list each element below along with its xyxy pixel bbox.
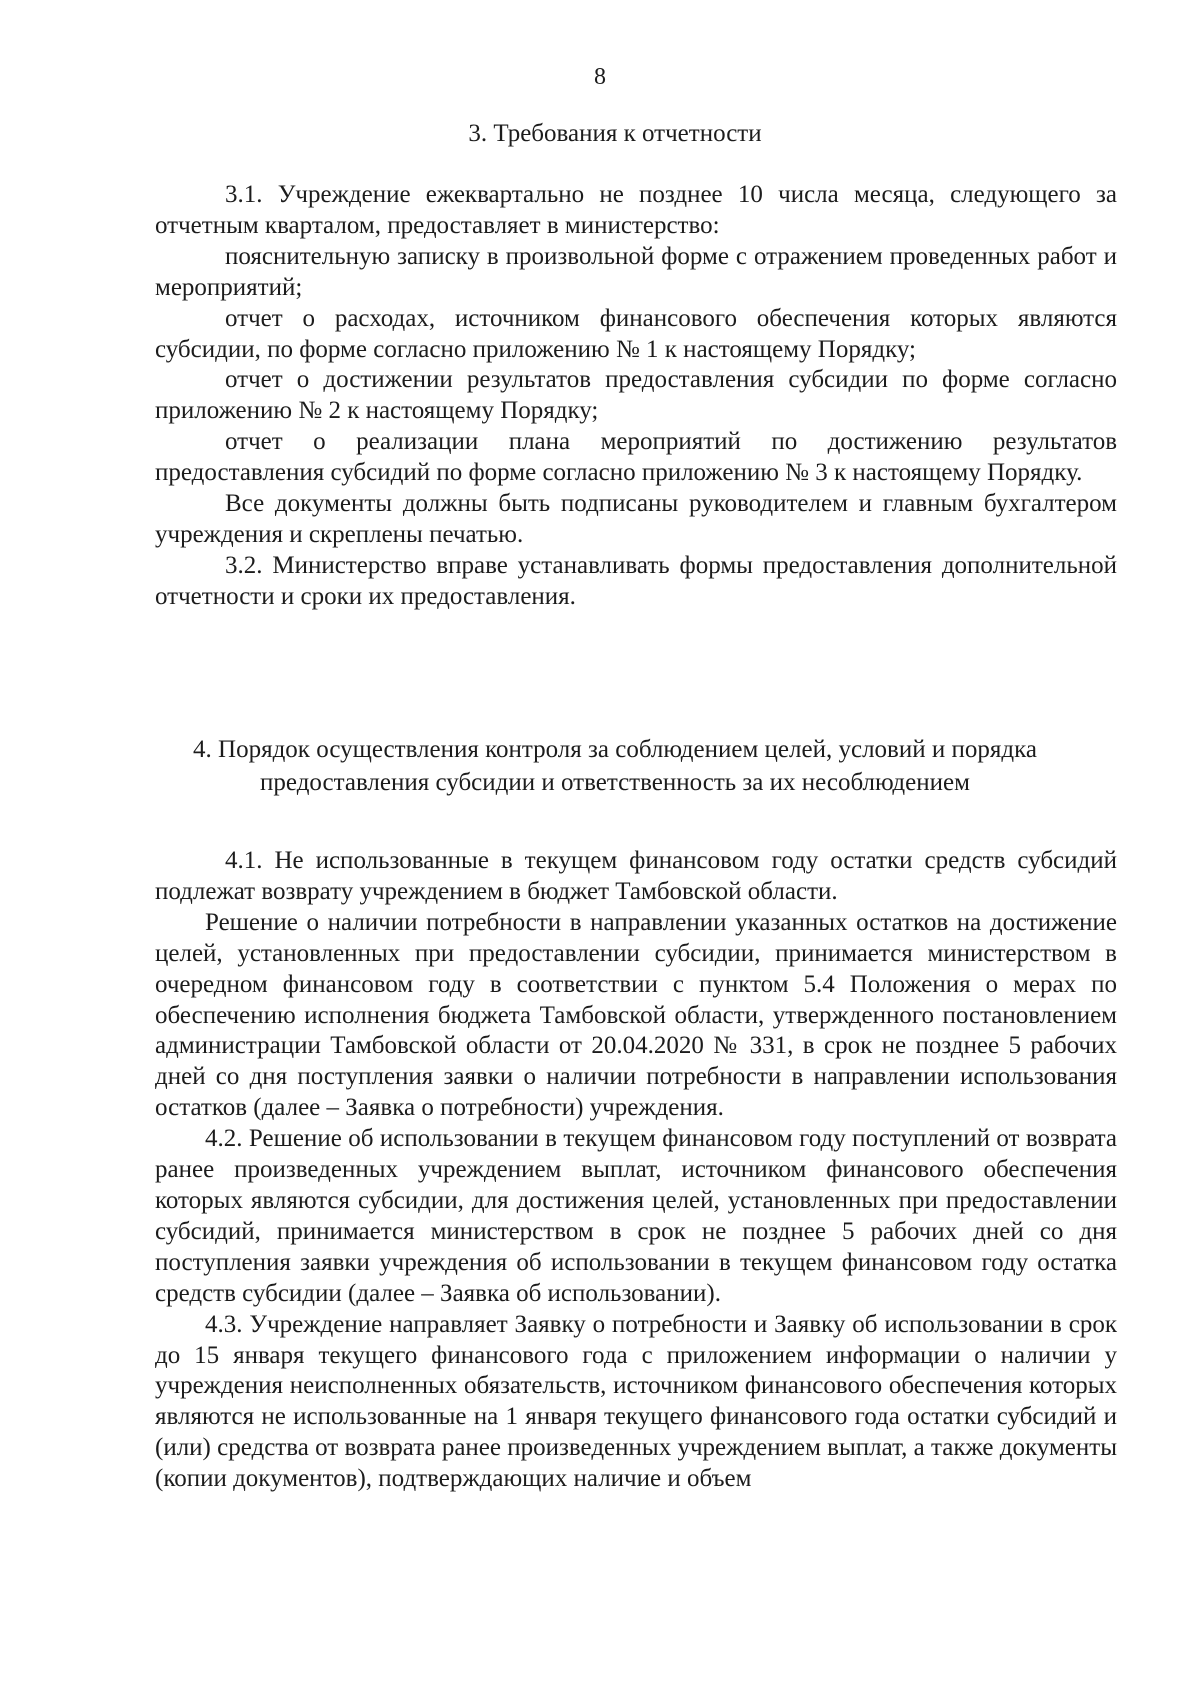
paragraph-plan-report: отчет о реализации плана мероприятий по достижению результатов предоставления субсидий по форме согласно приложению № 3 к настоящему Порядку. (155, 428, 1117, 487)
paragraph-signatures: Все документы должны быть подписаны руководителем и главным бухгалтером учреждения и скреплены печатью. (155, 490, 1117, 548)
paragraph-4-1: 4.1. Не использованные в текущем финансовом году остатки средств субсидий подлежат возврату учреждением в бюджет Тамбовской области. (155, 847, 1117, 905)
paragraph-4-2: 4.2. Решение об использовании в текущем финансовом году поступлений от возврата ранее произведенных учреждением выплат, источником финансового обеспечения которых являются субсидии, для достижения целей, установленных при предоставлении субсидий, принимается министерством в срок не позднее 5 рабочих дней со дня поступления заявки учреждения об использовании в текущем финансовом году остатка средств субсидии (далее – Заявка об использовании). (155, 1125, 1117, 1307)
section-3-body (155, 180, 1117, 613)
section-3-heading: 3. Требования к отчетности (468, 120, 762, 147)
paragraph-4-3: 4.3. Учреждение направляет Заявку о потребности и Заявку об использовании в срок до 15 января текущего финансового года с приложением информации о наличии у учреждения неисполненных обязательств, источником финансового обеспечения которых являются не использованные на 1 января текущего финансового года остатки субсидий и (или) средства от возврата ранее произведенных учреждением выплат, а также документы (копии документов), подтверждающих наличие и объем (155, 1310, 1117, 1493)
paragraph-3-1: 3.1. Учреждение ежеквартально не позднее 10 числа месяца, следующего за отчетным кварталом, предоставляет в министерство: (155, 181, 1117, 239)
paragraph-3-2: 3.2. Министерство вправе устанавливать формы предоставления дополнительной отчетности и сроки их предоставления. (155, 551, 1117, 610)
page-number: 8 (594, 64, 606, 90)
paragraph-expense-report: отчет о расходах, источником финансового обеспечения которых являются субсидии, по форме согласно приложению № 1 к настоящему Порядку; (155, 304, 1117, 363)
paragraph-explanatory-note: пояснительную записку в произвольной форме с отражением проведенных работ и мероприятий; (155, 242, 1117, 301)
paragraph-decision-remainders: Решение о наличии потребности в направлении указанных остатков на достижение целей, установленных при предоставлении субсидии, принимается министерством в очередном финансовом году в соответствии с пунктом 5.4 Положения о мерах по обеспечению исполнения бюджета Тамбовской области, утвержденного постановлением администрации Тамбовской области от 20.04.2020 № 331, в срок не позднее 5 рабочих дней со дня поступления заявки о наличии потребности в направлении использования остатков (далее – Заявка о потребности) учреждения. (155, 908, 1117, 1122)
section-4-heading: 4. Порядок осуществления контроля за соблюдением целей, условий и порядка предоставления субсидии и ответственность за их несоблюдением (193, 736, 1037, 796)
section-4-body (155, 846, 1117, 1495)
paragraph-results-report: отчет о достижении результатов предоставления субсидии по форме согласно приложению № 2 к настоящему Порядку; (155, 366, 1117, 425)
